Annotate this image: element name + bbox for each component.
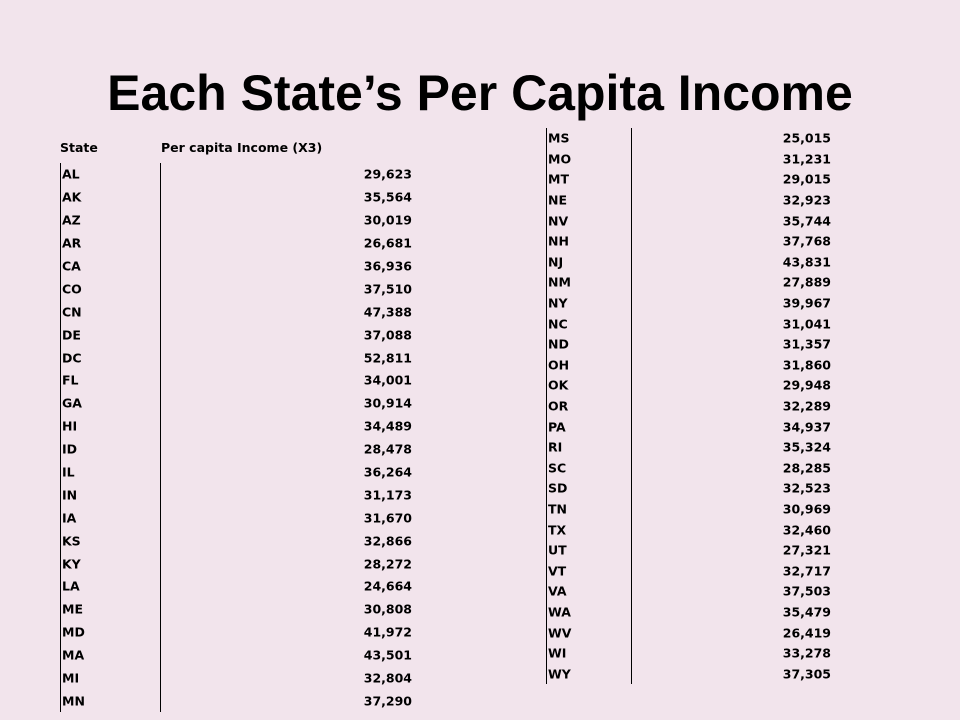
state-code: KY xyxy=(62,556,81,572)
state-code: NM xyxy=(548,274,571,290)
table-row xyxy=(546,252,836,273)
income-value: 30,019 xyxy=(363,212,412,228)
table-row xyxy=(546,149,836,170)
table-row xyxy=(60,277,440,300)
state-code: OK xyxy=(548,377,569,393)
income-value: 47,388 xyxy=(363,304,412,320)
income-value: 30,914 xyxy=(363,395,412,411)
state-code: NY xyxy=(548,295,568,311)
income-value: 32,923 xyxy=(782,192,831,208)
state-code: CA xyxy=(62,258,81,274)
state-code: TX xyxy=(548,522,567,538)
income-value: 41,972 xyxy=(363,624,412,640)
table-row xyxy=(546,540,836,561)
table-row xyxy=(546,458,836,479)
income-value: 25,015 xyxy=(782,130,831,146)
income-value: 37,503 xyxy=(782,583,831,599)
table-row xyxy=(546,210,836,231)
income-value: 37,768 xyxy=(782,233,831,249)
income-value: 29,623 xyxy=(363,166,412,182)
income-value: 34,001 xyxy=(363,372,412,388)
table-row xyxy=(60,598,440,621)
state-code: WV xyxy=(548,625,572,641)
income-value: 43,501 xyxy=(363,647,412,663)
income-value: 28,272 xyxy=(363,556,412,572)
income-value: 33,278 xyxy=(782,645,831,661)
state-code: MO xyxy=(548,151,572,167)
state-code: ND xyxy=(548,336,569,352)
state-code: WI xyxy=(548,645,567,661)
income-value: 32,460 xyxy=(782,522,831,538)
state-code: MN xyxy=(62,693,85,709)
state-code: CO xyxy=(62,281,82,297)
income-value: 31,670 xyxy=(363,510,412,526)
income-value: 31,860 xyxy=(782,357,831,373)
income-value: 28,285 xyxy=(782,460,831,476)
header-income: Per capita Income (X3) xyxy=(161,140,323,155)
state-code: TN xyxy=(548,501,567,517)
table-row xyxy=(60,369,440,392)
table-row xyxy=(546,128,836,149)
table-row xyxy=(546,478,836,499)
income-value: 27,889 xyxy=(782,274,831,290)
state-code: OH xyxy=(548,357,570,373)
table-row xyxy=(60,621,440,644)
table-row xyxy=(546,602,836,623)
income-value: 28,478 xyxy=(363,441,412,457)
state-code: PA xyxy=(548,419,566,435)
state-code: SC xyxy=(548,460,567,476)
table-row xyxy=(60,163,440,186)
header-state: State xyxy=(60,140,98,155)
income-table-left xyxy=(60,131,440,712)
table-row xyxy=(546,663,836,684)
table-row xyxy=(546,190,836,211)
table-row xyxy=(546,334,836,355)
state-code: HI xyxy=(62,418,78,434)
table-row xyxy=(60,483,440,506)
table-row xyxy=(546,313,836,334)
state-code: CN xyxy=(62,304,82,320)
table-row xyxy=(60,392,440,415)
table-row xyxy=(546,272,836,293)
state-code: NV xyxy=(548,213,569,229)
state-code: AL xyxy=(62,166,80,182)
table-row xyxy=(60,255,440,278)
state-code: IA xyxy=(62,510,77,526)
table-row xyxy=(546,231,836,252)
state-code: MI xyxy=(62,670,80,686)
income-value: 29,015 xyxy=(782,171,831,187)
state-code: FL xyxy=(62,372,79,388)
state-code: KS xyxy=(62,533,81,549)
table-row xyxy=(546,375,836,396)
income-value: 36,264 xyxy=(363,464,412,480)
state-code: MD xyxy=(62,624,85,640)
table-row xyxy=(60,689,440,712)
income-value: 31,357 xyxy=(782,336,831,352)
table-row xyxy=(546,416,836,437)
table-row xyxy=(60,323,440,346)
state-code: LA xyxy=(62,578,80,594)
slide-title: Each State’s Per Capita Income xyxy=(107,65,853,121)
income-value: 30,969 xyxy=(782,501,831,517)
state-code: AZ xyxy=(62,212,81,228)
table-row xyxy=(60,209,440,232)
income-value: 26,681 xyxy=(363,235,412,251)
income-value: 34,937 xyxy=(782,419,831,435)
table-row xyxy=(546,355,836,376)
income-value: 26,419 xyxy=(782,625,831,641)
state-code: DC xyxy=(62,350,82,366)
income-value: 37,510 xyxy=(363,281,412,297)
income-value: 31,231 xyxy=(782,151,831,167)
table-row xyxy=(546,169,836,190)
state-code: VA xyxy=(548,583,567,599)
state-code: ME xyxy=(62,601,83,617)
table-row xyxy=(546,499,836,520)
state-code: GA xyxy=(62,395,82,411)
income-value: 30,808 xyxy=(363,601,412,617)
state-code: ID xyxy=(62,441,78,457)
state-code: MT xyxy=(548,171,569,187)
state-code: WY xyxy=(548,666,571,682)
table-row xyxy=(60,300,440,323)
table-body-left xyxy=(60,163,440,712)
income-value: 35,324 xyxy=(782,439,831,455)
income-value: 24,664 xyxy=(363,578,412,594)
income-value: 37,305 xyxy=(782,666,831,682)
table-row xyxy=(60,415,440,438)
income-value: 34,489 xyxy=(363,418,412,434)
state-code: IN xyxy=(62,487,78,503)
table-row xyxy=(546,437,836,458)
table-row xyxy=(546,581,836,602)
table-row xyxy=(60,667,440,690)
income-value: 35,744 xyxy=(782,213,831,229)
table-row xyxy=(60,552,440,575)
income-value: 35,479 xyxy=(782,604,831,620)
table-row xyxy=(60,506,440,529)
table-row xyxy=(60,346,440,369)
income-value: 32,523 xyxy=(782,480,831,496)
state-code: MS xyxy=(548,130,570,146)
state-code: UT xyxy=(548,542,567,558)
state-code: NJ xyxy=(548,254,564,270)
table-body-right xyxy=(546,128,836,684)
income-value: 32,717 xyxy=(782,563,831,579)
state-code: OR xyxy=(548,398,569,414)
income-value: 32,804 xyxy=(363,670,412,686)
table-row xyxy=(60,529,440,552)
state-code: NC xyxy=(548,316,568,332)
table-row xyxy=(546,293,836,314)
state-code: NE xyxy=(548,192,568,208)
state-code: SD xyxy=(548,480,568,496)
income-value: 35,564 xyxy=(363,189,412,205)
table-row xyxy=(546,560,836,581)
income-value: 32,866 xyxy=(363,533,412,549)
income-table-right xyxy=(546,128,836,684)
state-code: WA xyxy=(548,604,571,620)
state-code: NH xyxy=(548,233,569,249)
income-value: 39,967 xyxy=(782,295,831,311)
income-value: 32,289 xyxy=(782,398,831,414)
table-row xyxy=(546,622,836,643)
state-code: AR xyxy=(62,235,82,251)
table-header xyxy=(60,131,440,163)
income-value: 37,088 xyxy=(363,327,412,343)
income-value: 29,948 xyxy=(782,377,831,393)
state-code: DE xyxy=(62,327,81,343)
table-row xyxy=(60,461,440,484)
table-row xyxy=(546,519,836,540)
income-value: 31,041 xyxy=(782,316,831,332)
income-value: 37,290 xyxy=(363,693,412,709)
table-row xyxy=(60,644,440,667)
income-value: 36,936 xyxy=(363,258,412,274)
table-row xyxy=(60,232,440,255)
state-code: IL xyxy=(62,464,75,480)
state-code: AK xyxy=(62,189,82,205)
table-row xyxy=(60,575,440,598)
table-row xyxy=(60,438,440,461)
income-value: 31,173 xyxy=(363,487,412,503)
table-row xyxy=(546,396,836,417)
table-row xyxy=(60,186,440,209)
income-value: 52,811 xyxy=(363,350,412,366)
state-code: MA xyxy=(62,647,85,663)
state-code: VT xyxy=(548,563,567,579)
income-value: 43,831 xyxy=(782,254,831,270)
table-row xyxy=(546,643,836,664)
income-value: 27,321 xyxy=(782,542,831,558)
state-code: RI xyxy=(548,439,563,455)
